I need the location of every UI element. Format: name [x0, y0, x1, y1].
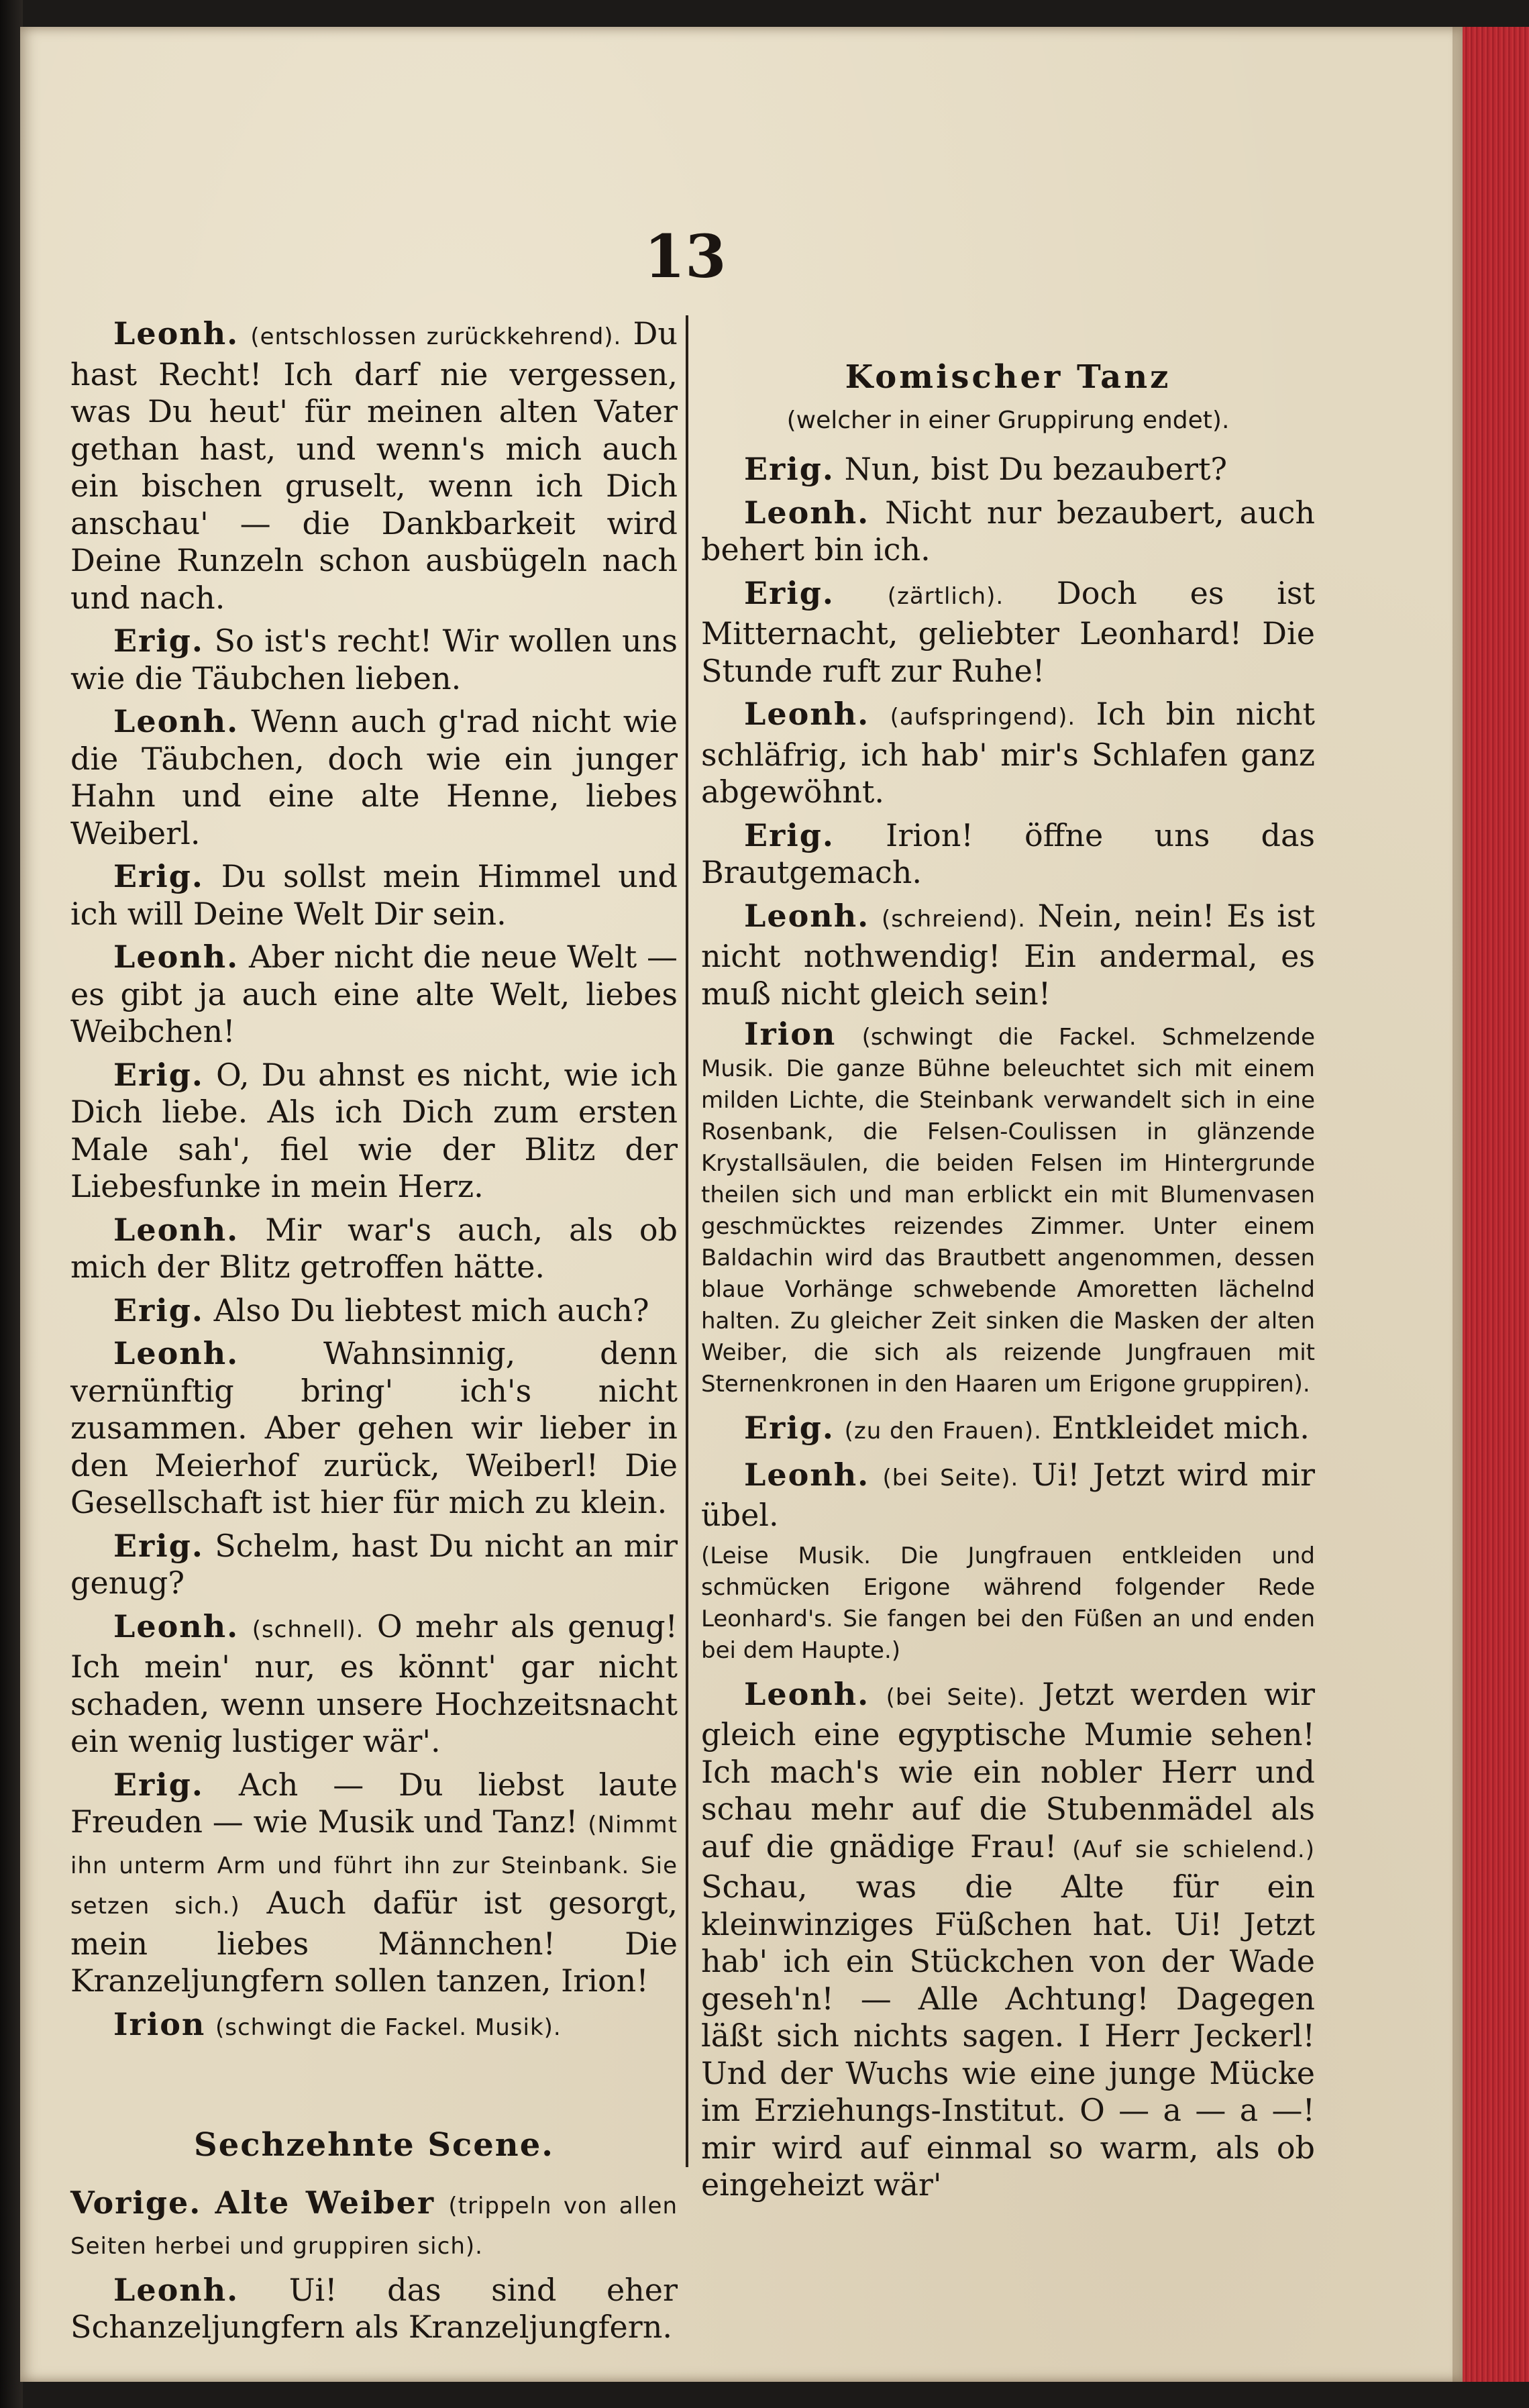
dialogue-line — [70, 1608, 678, 1761]
speaker: Leonh. — [113, 1608, 240, 1644]
dialogue-line — [701, 898, 1315, 1013]
line-text: Wenn auch g'rad nicht wie die Täubchen, doch wie ein junger Hahn und eine alte Henne, liebes Weiberl. — [70, 703, 678, 851]
dialogue-line — [701, 1410, 1315, 1451]
stage-direction: (trippeln von allen Seiten herbei und gruppiren sich). — [70, 2192, 678, 2260]
speaker: Erig. — [113, 858, 204, 894]
dance-subheading: (welcher in einer Gruppirung endet). — [786, 406, 1230, 434]
dialogue-line — [70, 1212, 678, 1286]
line-text: Auch dafür ist gesorgt, mein liebes Männchen! Die Kranzeljungfern sollen tanzen, Irion! — [70, 1885, 678, 1999]
dialogue-line — [70, 1528, 678, 1602]
speaker: Leonh. — [113, 939, 240, 975]
stage-direction: (Auf sie schielend.) — [1072, 1836, 1315, 1863]
stage-direction-text: (schwingt die Fackel. Schmelzende Musik. Die ganze Bühne beleuchtet sich mit einem milden Lichte, die Steinbank verwandelt sich in eine Rosenbank, die Felsen-Coulissen in glänzende Krystallsäulen, die beiden Felsen im Hintergrunde theilen sich und man erblickt ein mit Blumenvasen geschmücktes reizendes Zimmer. Unter einem Baldachin wird das Brautbett angenommen, dessen blaue Vorhänge schwebende Amoretten lächelnd halten. Zu gleicher Zeit sinken die Masken der alten Weiber, die sich als reizende Jungfrauen mit Sternenkronen in den Haaren um Erigone gruppiren). — [701, 1024, 1316, 1398]
left-column — [70, 315, 678, 2352]
dialogue-line — [70, 858, 678, 933]
speaker: Irion — [744, 1016, 837, 1052]
dialogue-line — [701, 575, 1315, 690]
dialogue-line — [701, 696, 1315, 811]
dialogue-line — [70, 939, 678, 1051]
speaker: Leonh. — [113, 1335, 240, 1371]
line-text: Entkleidet mich. — [1051, 1410, 1310, 1446]
dialogue-line — [701, 817, 1315, 892]
line-text: Jetzt werden wir gleich eine egyptische Mumie sehen! Ich mach's wie ein nobler Herr und schau mehr auf die Stubenmädel als auf die gnädige Frau! — [701, 1675, 1316, 1865]
line-text: Du sollst mein Himmel und ich will Deine Welt Dir sein. — [70, 858, 678, 932]
line-text: Ach — Du liebst laute Freuden — wie Musik und Tanz! — [70, 1766, 678, 1840]
line-text: Nun, bist Du bezaubert? — [844, 451, 1228, 487]
speaker: Leonh. — [744, 696, 870, 732]
book-binding — [0, 0, 23, 2408]
dialogue-line — [70, 1292, 678, 1330]
speaker: Erig. — [744, 817, 835, 853]
line-text: Nicht nur bezaubert, auch behert bin ich. — [701, 494, 1315, 568]
speaker: Erig. — [744, 574, 835, 611]
line-text: Nein, nein! Es ist nicht nothwendig! Ein andermal, es muß nicht gleich sein! — [701, 897, 1316, 1012]
stage-direction: (entschlossen zurückkehrend). — [250, 323, 622, 350]
stage-direction: (schwingt die Fackel. Musik). — [215, 2013, 562, 2041]
red-page-edges — [1463, 27, 1529, 2382]
line-text: O, Du ahnst es nicht, wie ich Dich liebe. Als ich Dich zum ersten Male sah', fiel wie der Blitz der Liebesfunke in mein Herz. — [70, 1056, 678, 1204]
line-text: Ui! Jetzt wird mir übel. — [701, 1456, 1316, 1533]
speaker: Vorige. — [70, 2184, 202, 2221]
page-number: 13 — [644, 221, 727, 291]
line-text: Wahnsinnig, denn vernünftig bring' ich's nicht zusammen. Aber gehen wir lieber in den Meierhof zurück, Weiberl! Die Gesellschaft ist hier für mich zu klein. — [70, 1335, 678, 1520]
line-text: O mehr als genug! Ich mein' nur, es könnt' gar nicht schaden, wenn unsere Hochzeitsnacht ein wenig lustiger wär'. — [70, 1608, 678, 1759]
speaker: Erig. — [113, 1056, 204, 1093]
line-text: Also Du liebtest mich auch? — [213, 1292, 649, 1328]
line-text: Doch es ist Mitternacht, geliebter Leonhard! Die Stunde ruft zur Ruhe! — [701, 574, 1316, 689]
stage-direction: (bei Seite). — [886, 1683, 1026, 1711]
right-column — [701, 315, 1315, 2210]
stage-direction: (aufspringend). — [890, 704, 1076, 731]
speaker: Leonh. — [113, 1211, 240, 1248]
speaker: Leonh. — [744, 897, 870, 934]
character-group: Alte Weiber — [215, 2184, 435, 2221]
speaker: Irion — [113, 2005, 206, 2042]
speaker: Leonh. — [744, 494, 870, 531]
line-text: Schelm, hast Du nicht an mir genug? — [70, 1527, 678, 1601]
dialogue-line — [701, 494, 1315, 569]
stage-direction: (bei Seite). — [882, 1464, 1019, 1491]
dialogue-line — [70, 703, 678, 852]
speaker: Erig. — [744, 1410, 835, 1446]
stage-direction: (Nimmt ihn unterm Arm und führt ihn zur Steinbank. Sie setzen sich.) — [70, 1812, 678, 1920]
speaker: Erig. — [744, 451, 835, 487]
column-divider — [686, 315, 688, 2167]
dialogue-line — [70, 1767, 678, 2000]
speaker: Erig. — [113, 1292, 204, 1328]
scene-intro — [70, 2185, 678, 2266]
dialogue-line — [701, 1676, 1315, 2204]
dialogue-line — [70, 1335, 678, 1522]
line-text: Du hast Recht! Ich darf nie vergessen, was Du heut' für meinen alten Vater gethan hast, und wenn's mich auch ein bischen gruselt, wenn ich Dich anschau' — die Dankbarkeit wird Deine Runzeln schon ausbügeln nach und nach. — [70, 315, 678, 616]
line-text: Ich bin nicht schläfrig, ich hab' mir's Schlafen ganz abgewöhnt. — [701, 696, 1316, 810]
dialogue-line — [70, 1057, 678, 1206]
scene-heading: Sechzehnte Scene. — [194, 2126, 554, 2164]
line-text: Schau, was die Alte für ein kleinwinziges Füßchen hat. Ui! Jetzt hab' ich ein Stückchen von der Wade geseh'n! — Alle Achtung! Dagegen läßt sich nichts sagen. I Herr Jeckerl! Und der Wuchs wie eine junge Mücke im Erziehungs-Institut. O — a — a —! mir wird auf einmal so warm, als ob eingeheizt wär' — [701, 1869, 1315, 2203]
speaker: Erig. — [113, 623, 204, 659]
speaker: Leonh. — [113, 2271, 240, 2308]
stage-direction: (schreiend). — [881, 905, 1026, 933]
line-text: Aber nicht die neue Welt — es gibt ja auch eine alte Welt, liebes Weibchen! — [70, 939, 678, 1049]
stage-direction: (zärtlich). — [887, 582, 1004, 610]
speaker: Erig. — [113, 1766, 204, 1803]
stage-direction: (zu den Frauen). — [844, 1418, 1042, 1445]
line-text: So ist's recht! Wir wollen uns wie die Täubchen lieben. — [70, 623, 678, 696]
dialogue-line — [70, 2272, 678, 2346]
speaker: Leonh. — [113, 315, 240, 352]
line-text: Ui! das sind eher Schanzeljungfern als Kranzeljungfern. — [70, 2271, 678, 2345]
dialogue-line — [701, 451, 1315, 488]
speaker: Leonh. — [744, 1456, 870, 1493]
line-text: Irion! öffne uns das Brautgemach. — [701, 817, 1315, 890]
music-direction: (Leise Musik. Die Jungfrauen entkleiden und schmücken Erigone während folgender Rede Leonhard's. Sie fangen bei den Füßen an und enden bei dem Haupte.) — [701, 1542, 1315, 1664]
line-text: Mir war's auch, als ob mich der Blitz getroffen hätte. — [70, 1211, 678, 1285]
dialogue-line — [701, 1457, 1315, 1534]
stage-direction-block — [701, 1018, 1315, 1400]
dialogue-line — [70, 623, 678, 697]
dialogue-line — [70, 315, 678, 617]
speaker: Leonh. — [113, 703, 240, 739]
stage-direction: (schnell). — [252, 1616, 364, 1643]
speaker: Erig. — [113, 1527, 204, 1564]
dance-heading: Komischer Tanz — [845, 358, 1171, 396]
dialogue-line — [70, 2006, 678, 2047]
speaker: Leonh. — [744, 1675, 870, 1712]
